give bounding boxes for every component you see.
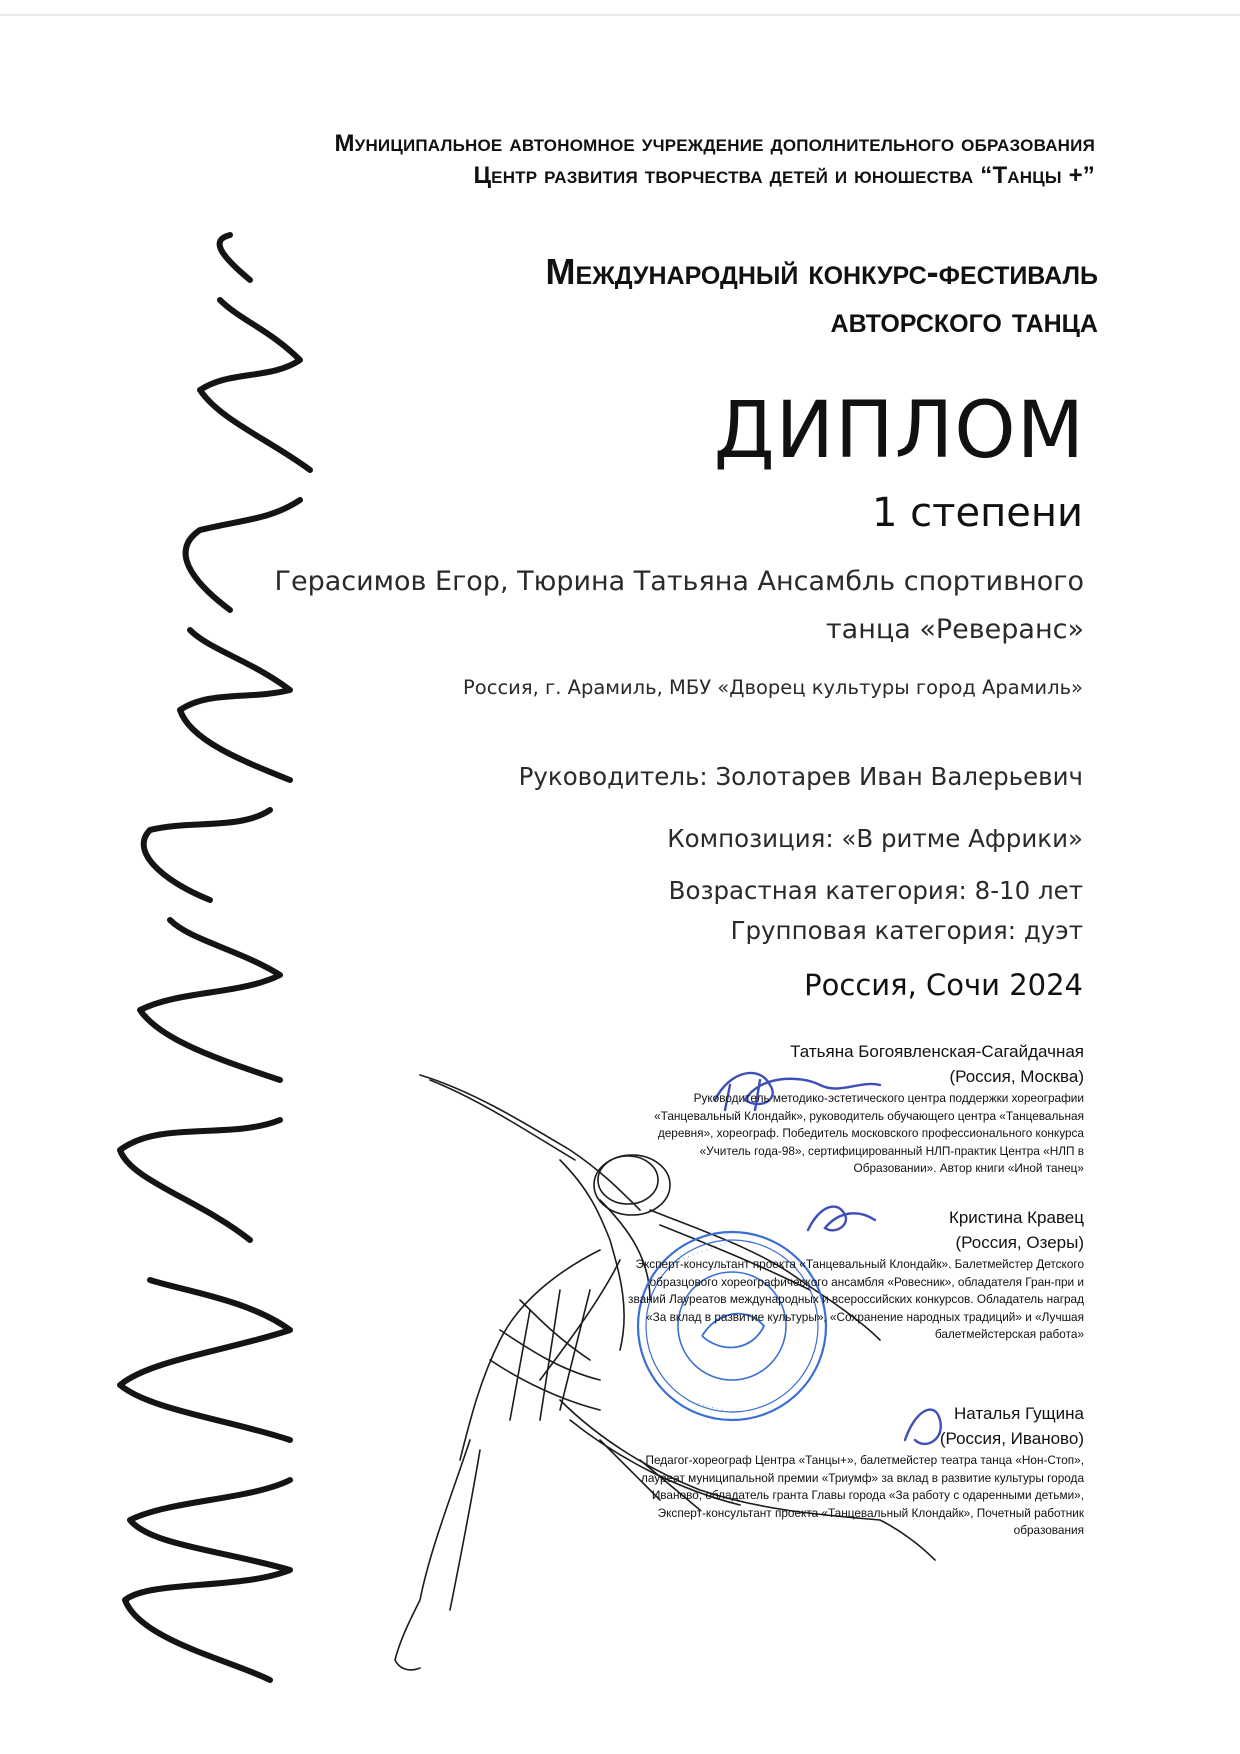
jury-region: (Россия, Озеры) xyxy=(955,1233,1084,1252)
jury-bio: Эксперт-консультант проекта «Танцевальный Клондайк». Балетмейстер Детского образцового хореографического ансамбля «Ровесник», обладателя Гран-при и званий Лауреатов международных и всероссийских конкурсов. Обладатель наград «За вклад в развитие культуры», «Сохранение народных традиций» и «Лучшая балетмейстерская работа» xyxy=(628,1257,1084,1341)
jury-member xyxy=(614,1206,1084,1344)
svg-text:· · · · · · · · · · · ·: · · · · · · · · · · · · xyxy=(676,1236,733,1265)
event-title xyxy=(546,248,1098,344)
jury-bio: Руководитель методико-эстетического центра поддержки хореографии «Танцевальный Клондайк», руководитель обучающего центра «Танцевальная деревня», хореограф. Победитель московского профессионального конкурса «Учитель года-98», сертифицированный НЛП-практик Центра «НЛП в Образовании». Автор книги «Иной танец» xyxy=(654,1091,1084,1175)
vertical-script-logo xyxy=(120,235,310,1680)
organization-line-2: Центр развития творчества детей и юношества “Танцы +” xyxy=(473,162,1095,189)
age-category: Возрастная категория: 8-10 лет xyxy=(668,876,1083,905)
diploma-title: ДИПЛОМ xyxy=(713,386,1085,476)
jury-region: (Россия, Иваново) xyxy=(939,1429,1084,1448)
jury-bio: Педагог-хореограф Центра «Танцы+», балетмейстер театра танца «Нон-Стоп», лауреат муниципальной премии «Триумф» за вклад в развитие культуры города Иваново, обладатель гранта Главы города «За работу с одаренными детьми», Эксперт-консультант проекта «Танцевальный Клондайк», Почетный работник образования xyxy=(640,1453,1084,1537)
leader: Руководитель: Золотарев Иван Валерьевич xyxy=(518,762,1083,791)
jury-member xyxy=(614,1040,1084,1178)
diploma-degree: 1 степени xyxy=(872,490,1083,536)
scan-edge xyxy=(0,14,1240,16)
jury-region: (Россия, Москва) xyxy=(949,1067,1084,1086)
composition: Композиция: «В ритме Африки» xyxy=(667,824,1083,853)
jury-name: Кристина Кравец xyxy=(948,1208,1084,1227)
organization-header xyxy=(334,128,1095,192)
participant-location: Россия, г. Арамиль, МБУ «Дворец культуры город Арамиль» xyxy=(463,676,1083,699)
jury-name: Наталья Гущина xyxy=(953,1404,1084,1423)
place-and-year: Россия, Сочи 2024 xyxy=(804,968,1083,1002)
group-category: Групповая категория: дуэт xyxy=(730,916,1083,945)
organization-line-1: Муниципальное автономное учреждение дополнительного образования xyxy=(334,130,1095,157)
svg-text:· · · · · · · · · ·: · · · · · · · · · · xyxy=(686,1396,735,1418)
jury-name: Татьяна Богоявленская-Сагайдачная xyxy=(790,1042,1084,1061)
event-title-line-1: Международный конкурс-фестиваль xyxy=(545,251,1098,292)
participants: Герасимов Егор, Тюрина Татьяна Ансамбль спортивного танца «Реверанс» xyxy=(274,566,1084,645)
event-title-line-2: авторского танца xyxy=(830,299,1098,340)
jury-member xyxy=(614,1402,1084,1540)
